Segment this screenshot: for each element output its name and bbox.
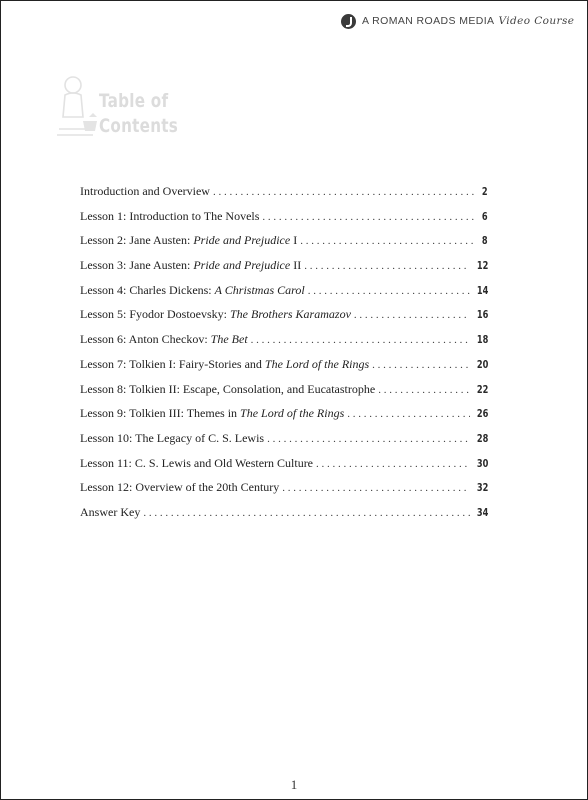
toc-entry-work-title: The Lord of the Rings xyxy=(240,406,345,421)
toc-entry-title-text: Lesson 11: C. S. Lewis and Old Western Culture xyxy=(80,455,314,470)
toc-entry xyxy=(80,406,488,431)
toc-entry-title-text: Introduction and Overview xyxy=(80,184,210,198)
toc-entry-page-number: 32 xyxy=(476,481,488,495)
toc-entry-title xyxy=(80,480,279,495)
page-title-line1: Table of xyxy=(99,90,169,112)
toc-entry-work-title: A Christmas Carol xyxy=(214,282,305,297)
toc-entry-title-text: Answer Key xyxy=(80,504,141,519)
dot-leader xyxy=(300,235,477,247)
toc-entry-title-text: Lesson 2: Jane Austen: xyxy=(80,233,194,248)
page-header xyxy=(341,9,579,33)
toc-entry-page-number: 14 xyxy=(476,283,488,297)
toc-entry-page-number: 34 xyxy=(476,505,488,519)
toc-entry-title-text: Lesson 12: Overview of the 20th Century xyxy=(80,480,280,495)
toc-entry-title-text: Lesson 3: Jane Austen: xyxy=(80,258,194,273)
toc-entry xyxy=(80,332,488,357)
toc-entry-page-number: 22 xyxy=(476,382,488,396)
toc-entry-title-text: Lesson 9: Tolkien III: Themes in xyxy=(80,406,241,421)
dot-leader xyxy=(347,408,469,420)
toc-entry-page-number: 2 xyxy=(482,185,488,198)
dot-leader xyxy=(372,359,470,371)
toc-entry xyxy=(80,184,488,209)
toc-entry-work-title: Pride and Prejudice xyxy=(193,258,291,273)
toc-entry-title xyxy=(80,184,210,199)
table-of-contents xyxy=(80,184,488,530)
toc-entry-title-text: Lesson 7: Tolkien I: Fairy-Stories and xyxy=(80,356,265,371)
toc-entry-page-number: 6 xyxy=(482,209,488,223)
toc-entry-title-suffix: I xyxy=(290,233,298,248)
toc-entry-title xyxy=(80,258,301,273)
toc-entry-title xyxy=(80,406,344,421)
toc-entry xyxy=(80,283,488,308)
dot-leader xyxy=(354,309,470,321)
toc-entry-page-number: 16 xyxy=(476,308,488,322)
toc-entry-title-text: Lesson 4: Charles Dickens: xyxy=(80,282,215,297)
toc-entry-page-number: 12 xyxy=(476,259,488,273)
page-title xyxy=(99,89,178,139)
dot-leader xyxy=(308,285,470,297)
dot-leader xyxy=(282,482,469,494)
toc-entry xyxy=(80,307,488,332)
toc-entry-work-title: The Lord of the Rings xyxy=(264,356,370,371)
toc-entry-title xyxy=(80,382,375,397)
dot-leader xyxy=(304,260,469,272)
header-subtitle: Video Course xyxy=(498,15,575,27)
toc-entry-title-suffix: II xyxy=(290,258,302,273)
toc-entry-title-text: Lesson 5: Fyodor Dostoevsky: xyxy=(80,307,230,322)
toc-entry-work-title: The Bet xyxy=(210,332,248,347)
toc-entry-title-text: Lesson 8: Tolkien II: Escape, Consolation, and Eucatastrophe xyxy=(80,381,376,396)
toc-entry-title-text: Lesson 10: The Legacy of C. S. Lewis xyxy=(80,430,265,445)
toc-entry-page-number: 28 xyxy=(476,431,488,445)
toc-entry-title xyxy=(80,209,259,224)
toc-entry xyxy=(80,258,488,283)
dot-leader xyxy=(251,334,470,346)
toc-entry xyxy=(80,505,488,530)
dot-leader xyxy=(316,458,470,470)
toc-entry-title xyxy=(80,283,305,298)
page-title-line2: Contents xyxy=(99,115,179,137)
toc-entry-title xyxy=(80,357,369,372)
toc-entry-title xyxy=(80,307,351,322)
dot-leader xyxy=(378,384,469,396)
toc-entry-title-text: Lesson 1: Introduction to The Novels xyxy=(80,208,260,223)
toc-entry xyxy=(80,357,488,382)
dot-leader xyxy=(262,211,477,223)
toc-entry-title-text: Lesson 6: Anton Checkov: xyxy=(80,332,211,347)
roman-roads-logo-icon xyxy=(341,14,356,29)
toc-entry-page-number: 18 xyxy=(476,333,488,347)
dot-leader xyxy=(213,186,477,198)
toc-entry-page-number: 8 xyxy=(482,234,488,248)
header-brand: A ROMAN ROADS MEDIA xyxy=(362,15,495,27)
toc-entry xyxy=(80,233,488,258)
toc-entry-title xyxy=(80,332,248,347)
toc-entry-title xyxy=(80,233,297,248)
toc-entry xyxy=(80,456,488,481)
toc-entry-work-title: The Brothers Karamazov xyxy=(230,307,351,322)
toc-entry-title xyxy=(80,431,264,446)
toc-entry xyxy=(80,480,488,505)
toc-entry-work-title: Pride and Prejudice xyxy=(193,233,291,248)
toc-entry xyxy=(80,209,488,234)
toc-entry-page-number: 26 xyxy=(476,407,488,421)
toc-entry-title xyxy=(80,505,140,520)
toc-entry xyxy=(80,431,488,456)
toc-entry-page-number: 30 xyxy=(476,456,488,470)
toc-entry-page-number: 20 xyxy=(476,357,488,371)
toc-entry-title xyxy=(80,456,313,471)
dot-leader xyxy=(143,507,469,519)
dot-leader xyxy=(267,433,470,445)
page-number: 1 xyxy=(290,777,298,792)
statue-watermark-icon xyxy=(53,69,103,145)
toc-entry xyxy=(80,382,488,407)
